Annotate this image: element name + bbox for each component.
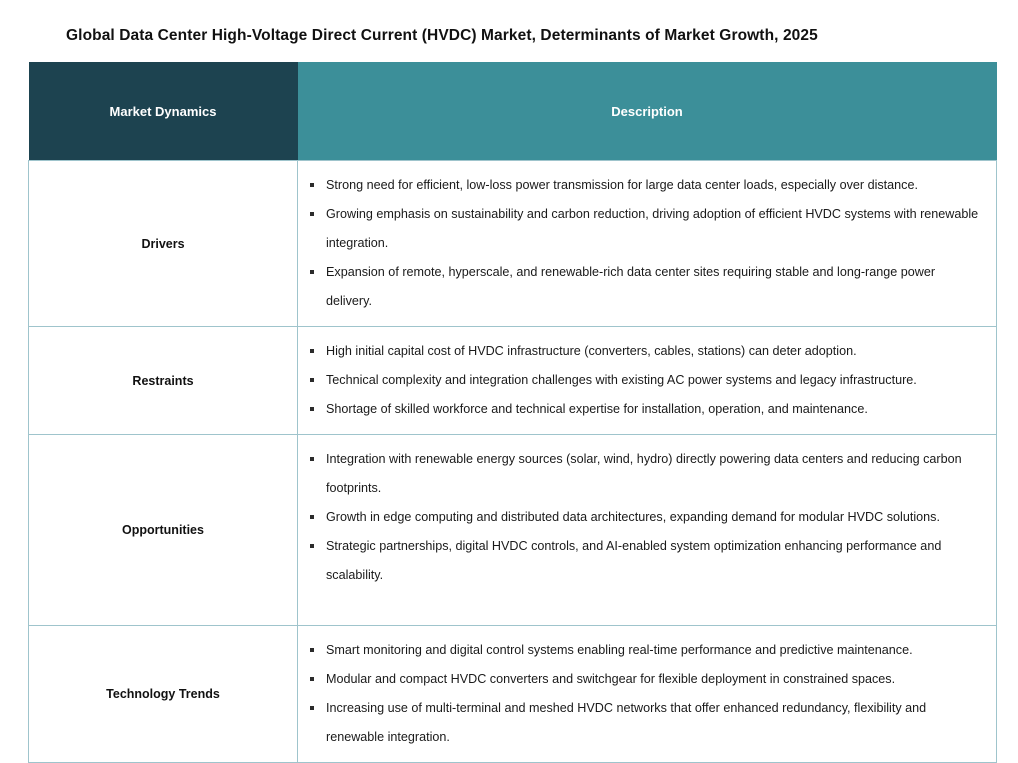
table-row [29,161,997,327]
list-item-text: Technical complexity and integration challenges with existing AC power systems and legacy infrastructure. [326,373,917,387]
bullet-icon [310,270,314,274]
bullet-icon [310,349,314,353]
list-item-text: Increasing use of multi-terminal and meshed HVDC networks that offer enhanced redundancy, flexibility and renewable integration. [326,701,927,744]
table-row [29,626,997,763]
bullet-icon [310,706,314,710]
list-item [306,532,982,590]
table-header-row [29,62,997,161]
list-item [306,200,982,258]
list-item-text: Smart monitoring and digital control systems enabling real-time performance and predictive maintenance. [326,643,913,657]
page-title: Global Data Center High-Voltage Direct Current (HVDC) Market, Determinants of Market Growth, 2025 [66,27,818,44]
list-item-text: Growth in edge computing and distributed data architectures, expanding demand for modular HVDC solutions. [326,510,940,524]
row-description-drivers [298,161,997,327]
list-item-text: Strategic partnerships, digital HVDC controls, and AI-enabled system optimization enhancing performance and scalability. [326,539,942,582]
list-item [306,258,982,316]
column-header-market-dynamics: Market Dynamics [29,62,298,161]
table-row [29,327,997,435]
table-row [29,435,997,626]
table-header [29,62,997,161]
list-item [306,636,982,665]
bullet-icon [310,183,314,187]
bullet-icon [310,515,314,519]
list-item-text: Strong need for efficient, low-loss power transmission for large data center loads, especially over distance. [326,178,918,192]
row-description-restraints [298,327,997,435]
list-item-text: Modular and compact HVDC converters and switchgear for flexible deployment in constrained spaces. [326,672,896,686]
market-dynamics-table [28,62,997,763]
bullet-list [306,636,982,752]
list-item [306,337,982,366]
bullet-list [306,171,982,316]
list-item [306,395,982,424]
list-item-text: Shortage of skilled workforce and technical expertise for installation, operation, and maintenance. [326,402,868,416]
table-body [29,161,997,763]
bullet-icon [310,212,314,216]
list-item-text: Integration with renewable energy sources (solar, wind, hydro) directly powering data centers and reducing carbon footprints. [326,452,962,495]
column-header-description: Description [298,62,997,161]
bullet-icon [310,457,314,461]
bullet-icon [310,407,314,411]
row-label-technology-trends: Technology Trends [29,626,298,763]
bullet-list [306,445,982,590]
list-item [306,445,982,503]
list-item-text: Expansion of remote, hyperscale, and renewable-rich data center sites requiring stable and long-range power delivery. [326,265,936,308]
row-label-restraints: Restraints [29,327,298,435]
bullet-icon [310,378,314,382]
row-description-technology-trends [298,626,997,763]
row-label-drivers: Drivers [29,161,298,327]
list-item [306,665,982,694]
row-label-opportunities: Opportunities [29,435,298,626]
list-item-text: High initial capital cost of HVDC infrastructure (converters, cables, stations) can deter adoption. [326,344,857,358]
market-dynamics-table-container [28,62,996,763]
list-item [306,366,982,395]
list-item [306,694,982,752]
bullet-icon [310,544,314,548]
bullet-list [306,337,982,424]
list-item [306,503,982,532]
bullet-icon [310,648,314,652]
bullet-icon [310,677,314,681]
list-item [306,171,982,200]
row-description-opportunities [298,435,997,626]
list-item-text: Growing emphasis on sustainability and carbon reduction, driving adoption of efficient HVDC systems with renewable integration. [326,207,979,250]
